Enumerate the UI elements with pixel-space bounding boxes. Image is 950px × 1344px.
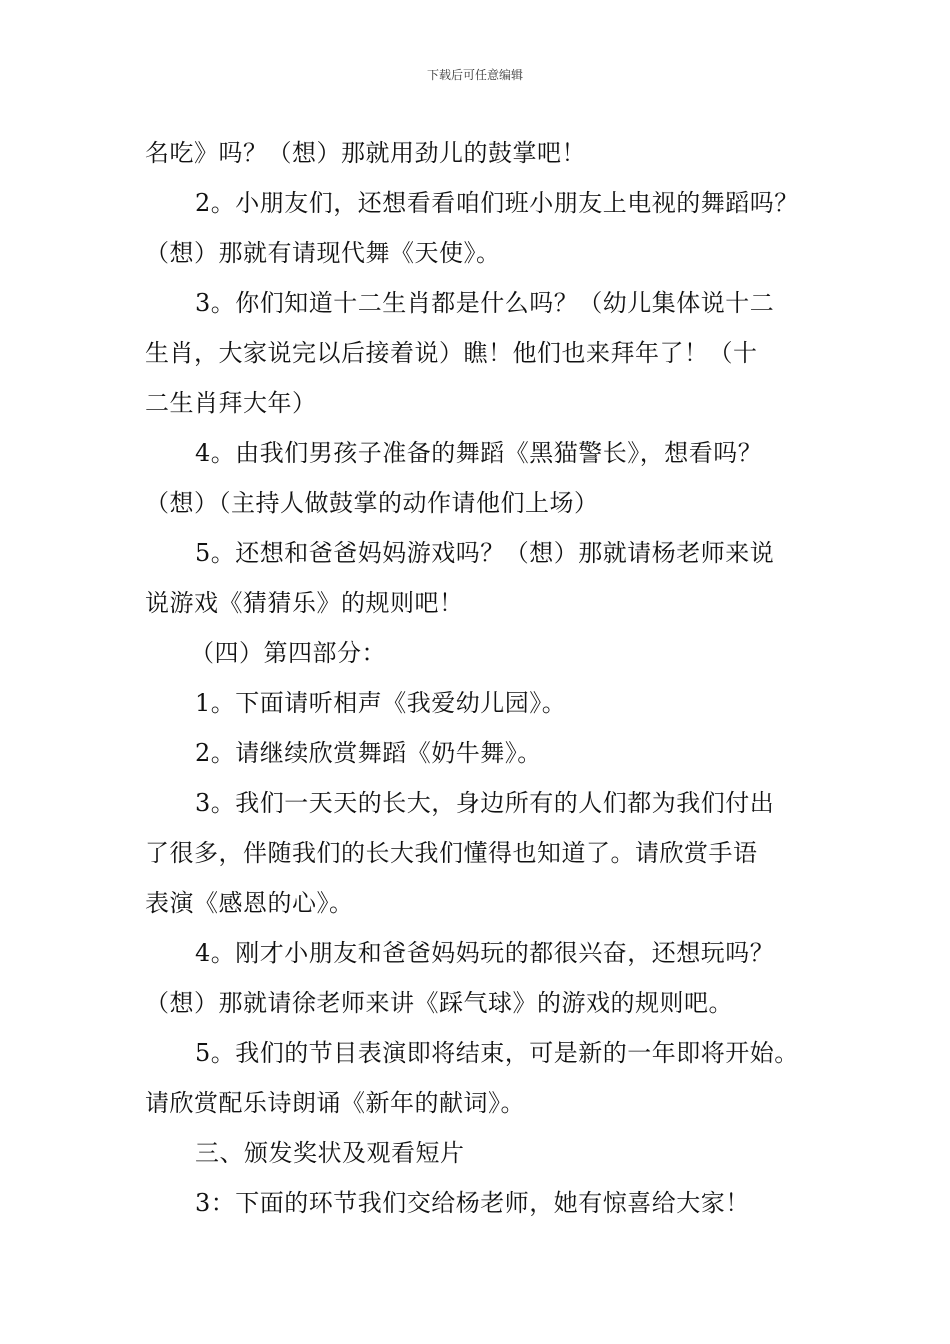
document-body xyxy=(145,128,835,1228)
section-heading: 三、颁发奖状及观看短片 xyxy=(195,1139,465,1167)
text-line: 2。请继续欣赏舞蹈《奶牛舞》。 xyxy=(195,739,542,767)
text-line: （想）（主持人做鼓掌的动作请他们上场） xyxy=(145,489,599,517)
text-line: 3。我们一天天的长大，身边所有的人们都为我们付出 xyxy=(195,789,775,817)
text-line: 5。还想和爸爸妈妈游戏吗？（想）那就请杨老师来说 xyxy=(195,539,775,567)
text-line: 1。下面请听相声《我爱幼儿园》。 xyxy=(195,689,567,717)
text-line: 3：下面的环节我们交给杨老师，她有惊喜给大家！ xyxy=(195,1189,750,1217)
text-line: 4。由我们男孩子准备的舞蹈《黑猫警长》，想看吗？ xyxy=(195,439,763,467)
text-line: 3。你们知道十二生肖都是什么吗？（幼儿集体说十二 xyxy=(195,289,775,317)
text-line: 生肖，大家说完以后接着说）瞧！他们也来拜年了！（十 xyxy=(145,339,758,367)
text-line: 请欣赏配乐诗朗诵《新年的献词》。 xyxy=(145,1089,525,1117)
text-line: 2。小朋友们，还想看看咱们班小朋友上电视的舞蹈吗？ xyxy=(195,189,799,217)
text-line: 二生肖拜大年） xyxy=(145,389,317,417)
text-line: 了很多，伴随我们的长大我们懂得也知道了。请欣赏手语 xyxy=(145,839,758,867)
text-line: 4。刚才小朋友和爸爸妈妈玩的都很兴奋，还想玩吗？ xyxy=(195,939,775,967)
section-heading: （四）第四部分： xyxy=(190,639,386,667)
text-line: 表演《感恩的心》。 xyxy=(145,889,354,917)
text-line: （想）那就请徐老师来讲《踩气球》的游戏的规则吧。 xyxy=(145,989,733,1017)
text-line: （想）那就有请现代舞《天使》。 xyxy=(145,239,501,267)
text-line: 名吃》吗？（想）那就用劲儿的鼓掌吧！ xyxy=(145,139,586,167)
text-line: 说游戏《猜猜乐》的规则吧！ xyxy=(145,589,464,617)
text-line: 5。我们的节目表演即将结束，可是新的一年即将开始。 xyxy=(195,1039,799,1067)
page-header: 下载后可任意编辑 xyxy=(426,68,523,82)
